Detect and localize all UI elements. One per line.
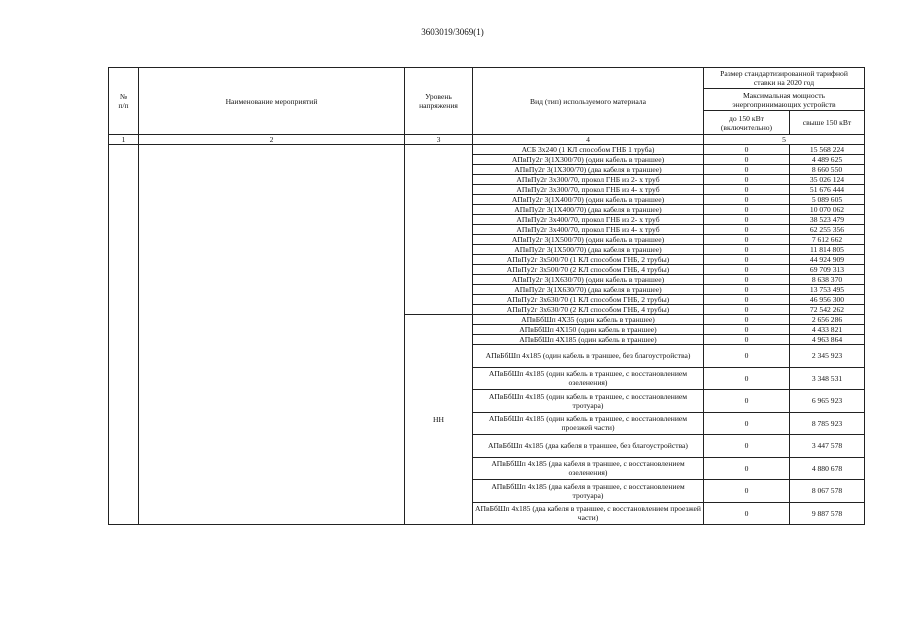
up-to-150-cell: 0 xyxy=(704,235,790,245)
up-to-150-cell: 0 xyxy=(704,225,790,235)
over-150-cell: 13 753 495 xyxy=(790,285,865,295)
up-to-150-cell: 0 xyxy=(704,502,790,525)
material-cell: АПвПу2г 3(1Х500/70) (один кабель в траншее) xyxy=(473,235,704,245)
up-to-150-cell: 0 xyxy=(704,335,790,345)
over-150-cell: 3 348 531 xyxy=(790,367,865,390)
col-number: 5 xyxy=(704,135,865,145)
over-150-cell: 72 542 262 xyxy=(790,305,865,315)
up-to-150-cell: 0 xyxy=(704,215,790,225)
over-150-cell: 7 612 662 xyxy=(790,235,865,245)
up-to-150-cell: 0 xyxy=(704,390,790,413)
event-name-cell xyxy=(139,145,405,525)
material-cell: АПвПу2г 3(1Х500/70) (два кабеля в траншее) xyxy=(473,245,704,255)
over-150-cell: 2 656 286 xyxy=(790,315,865,325)
up-to-150-cell: 0 xyxy=(704,367,790,390)
over-150-cell: 5 089 605 xyxy=(790,195,865,205)
over-150-cell: 8 660 550 xyxy=(790,165,865,175)
material-cell: АПвПу2г 3(1Х400/70) (два кабеля в траншее) xyxy=(473,205,704,215)
up-to-150-cell: 0 xyxy=(704,315,790,325)
material-cell: АПвБбШп 4х185 (два кабеля в траншее, без благоустройства) xyxy=(473,435,704,458)
up-to-150-cell: 0 xyxy=(704,345,790,368)
header-rate-size: Размер стандартизированной тарифной ставки на 2020 год xyxy=(704,68,865,89)
over-150-cell: 11 814 805 xyxy=(790,245,865,255)
up-to-150-cell: 0 xyxy=(704,285,790,295)
material-cell: АПвБбШп 4х185 (два кабеля в траншее, с восстановлением тротуара) xyxy=(473,480,704,503)
material-cell: АПвПу2г 3(1Х300/70) (два кабеля в траншее) xyxy=(473,165,704,175)
material-cell: АСБ 3х240 (1 КЛ способом ГНБ 1 труба) xyxy=(473,145,704,155)
header-over-150: свыше 150 кВт xyxy=(790,111,865,135)
material-cell: АПвПу2г 3(1Х630/70) (один кабель в траншее) xyxy=(473,275,704,285)
material-cell: АПвБбШп 4х185 (один кабель в траншее, без благоустройства) xyxy=(473,345,704,368)
over-150-cell: 4 963 864 xyxy=(790,335,865,345)
material-cell: АПвБбШп 4Х185 (один кабель в траншее) xyxy=(473,335,704,345)
material-cell: АПвПу2г 3х630/70 (1 КЛ способом ГНБ, 2 трубы) xyxy=(473,295,704,305)
voltage-cell xyxy=(405,145,473,315)
over-150-cell: 9 887 578 xyxy=(790,502,865,525)
col-number: 1 xyxy=(109,135,139,145)
over-150-cell: 46 956 300 xyxy=(790,295,865,305)
over-150-cell: 4 489 625 xyxy=(790,155,865,165)
over-150-cell: 62 255 356 xyxy=(790,225,865,235)
up-to-150-cell: 0 xyxy=(704,275,790,285)
material-cell: АПвБбШп 4х185 (два кабеля в траншее, с восстановлением проезжей части) xyxy=(473,502,704,525)
header-voltage-level: Уровень напряжения xyxy=(405,68,473,135)
column-number-row xyxy=(109,135,865,145)
row-number-cell xyxy=(109,145,139,525)
over-150-cell: 4 433 821 xyxy=(790,325,865,335)
material-cell: АПвПу2г 3х400/70, прокол ГНБ из 4- х труб xyxy=(473,225,704,235)
col-number: 4 xyxy=(473,135,704,145)
material-cell: АПвПу2г 3х400/70, прокол ГНБ из 2- х труб xyxy=(473,215,704,225)
up-to-150-cell: 0 xyxy=(704,245,790,255)
over-150-cell: 3 447 578 xyxy=(790,435,865,458)
up-to-150-cell: 0 xyxy=(704,457,790,480)
voltage-cell: НН xyxy=(405,315,473,525)
up-to-150-cell: 0 xyxy=(704,295,790,305)
up-to-150-cell: 0 xyxy=(704,155,790,165)
material-cell: АПвБбШп 4х185 (один кабель в траншее, с восстановлением тротуара) xyxy=(473,390,704,413)
header-up-to-150: до 150 кВт (включительно) xyxy=(704,111,790,135)
material-cell: АПвБбШп 4х185 (один кабель в траншее, с восстановлением озеленения) xyxy=(473,367,704,390)
up-to-150-cell: 0 xyxy=(704,305,790,315)
up-to-150-cell: 0 xyxy=(704,165,790,175)
over-150-cell: 44 924 909 xyxy=(790,255,865,265)
header-material-type: Вид (тип) используемого материала xyxy=(473,68,704,135)
over-150-cell: 38 523 479 xyxy=(790,215,865,225)
material-cell: АПвБбШп 4х185 (один кабель в траншее, с восстановлением проезжей части) xyxy=(473,412,704,435)
over-150-cell: 15 568 224 xyxy=(790,145,865,155)
header-event-name: Наименование мероприятий xyxy=(139,68,405,135)
over-150-cell: 69 709 313 xyxy=(790,265,865,275)
up-to-150-cell: 0 xyxy=(704,412,790,435)
up-to-150-cell: 0 xyxy=(704,325,790,335)
material-cell: АПвПу2г 3х500/70 (1 КЛ способом ГНБ, 2 трубы) xyxy=(473,255,704,265)
material-cell: АПвПу2г 3х300/70, прокол ГНБ из 2- х труб xyxy=(473,175,704,185)
table-row xyxy=(109,145,865,155)
header-num: № п/п xyxy=(109,68,139,135)
over-150-cell: 8 067 578 xyxy=(790,480,865,503)
col-number: 2 xyxy=(139,135,405,145)
over-150-cell: 4 880 678 xyxy=(790,457,865,480)
tariff-table xyxy=(108,67,865,525)
material-cell: АПвПу2г 3(1Х300/70) (один кабель в траншее) xyxy=(473,155,704,165)
up-to-150-cell: 0 xyxy=(704,435,790,458)
up-to-150-cell: 0 xyxy=(704,175,790,185)
over-150-cell: 8 785 923 xyxy=(790,412,865,435)
up-to-150-cell: 0 xyxy=(704,480,790,503)
over-150-cell: 10 070 062 xyxy=(790,205,865,215)
over-150-cell: 6 965 923 xyxy=(790,390,865,413)
material-cell: АПвБбШп 4Х35 (один кабель в траншее) xyxy=(473,315,704,325)
over-150-cell: 51 676 444 xyxy=(790,185,865,195)
material-cell: АПвПу2г 3(1Х400/70) (один кабель в траншее) xyxy=(473,195,704,205)
up-to-150-cell: 0 xyxy=(704,255,790,265)
col-number: 3 xyxy=(405,135,473,145)
over-150-cell: 2 345 923 xyxy=(790,345,865,368)
up-to-150-cell: 0 xyxy=(704,205,790,215)
up-to-150-cell: 0 xyxy=(704,185,790,195)
over-150-cell: 8 638 370 xyxy=(790,275,865,285)
material-cell: АПвПу2г 3(1Х630/70) (два кабеля в траншее) xyxy=(473,285,704,295)
header-max-power: Максимальная мощность энергопринимающих устройств xyxy=(704,89,865,111)
material-cell: АПвПу2г 3х500/70 (2 КЛ способом ГНБ, 4 трубы) xyxy=(473,265,704,275)
material-cell: АПвБбШп 4х185 (два кабеля в траншее, с восстановлением озеленения) xyxy=(473,457,704,480)
document-id: 3603019/3069(1) xyxy=(421,27,484,37)
up-to-150-cell: 0 xyxy=(704,265,790,275)
up-to-150-cell: 0 xyxy=(704,195,790,205)
material-cell: АПвПу2г 3х630/70 (2 КЛ способом ГНБ, 4 трубы) xyxy=(473,305,704,315)
material-cell: АПвПу2г 3х300/70, прокол ГНБ из 4- х труб xyxy=(473,185,704,195)
material-cell: АПвБбШп 4Х150 (один кабель в траншее) xyxy=(473,325,704,335)
up-to-150-cell: 0 xyxy=(704,145,790,155)
over-150-cell: 35 026 124 xyxy=(790,175,865,185)
